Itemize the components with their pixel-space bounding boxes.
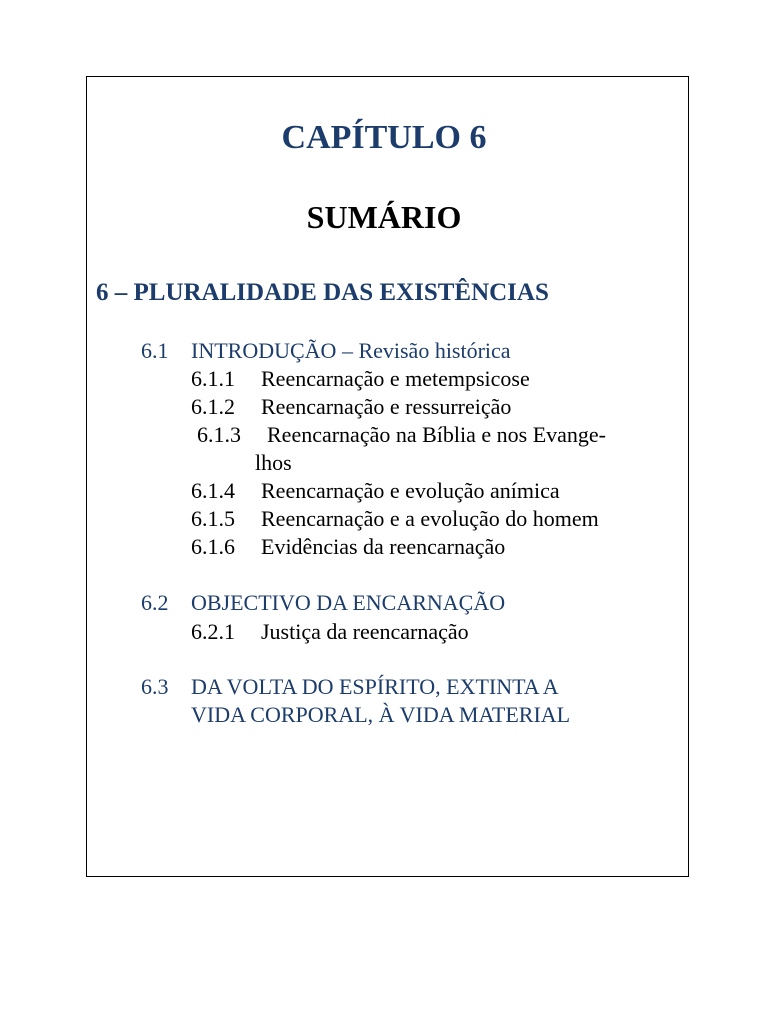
subsection-number: 6.1.3 <box>197 422 241 447</box>
summary-title: SUMÁRIO <box>306 199 462 235</box>
main-heading: 6 – PLURALIDADE DAS EXISTÊNCIAS <box>96 279 549 306</box>
toc-subsection-6-1-2 <box>191 393 511 421</box>
toc-section-6-1 <box>141 337 511 365</box>
subsection-number: 6.1.2 <box>191 394 235 419</box>
section-number: 6.3 <box>141 674 169 699</box>
toc-section-6-2 <box>141 589 505 617</box>
subsection-title: Reencarnação e evolução anímica <box>261 478 560 503</box>
subsection-title: Reencarnação e a evolução do homem <box>261 506 599 531</box>
toc-subsection-continuation: lhos <box>255 450 292 475</box>
section-number: 6.1 <box>141 338 169 363</box>
subsection-title: Reencarnação e ressurreição <box>261 394 512 419</box>
section-number: 6.2 <box>141 590 169 615</box>
section-title: INTRODUÇÃO – Revisão histórica <box>191 338 511 363</box>
toc-section-6-3 <box>141 673 559 701</box>
subsection-title: Reencarnação e metempsicose <box>261 366 530 391</box>
subsection-number: 6.1.6 <box>191 534 235 559</box>
toc-subsection-6-1-4 <box>191 477 560 505</box>
subsection-title: Evidências da reencarnação <box>261 534 506 559</box>
toc-subsection-6-1-3 <box>197 421 606 449</box>
subsection-title: Reencarnação na Bíblia e nos Evange- <box>267 422 607 447</box>
section-title: OBJECTIVO DA ENCARNAÇÃO <box>191 590 506 615</box>
toc-subsection-6-1-1 <box>191 365 530 393</box>
toc-subsection-6-1-5 <box>191 505 599 533</box>
toc-subsection-6-1-6 <box>191 533 505 561</box>
toc-subsection-6-2-1 <box>191 618 469 646</box>
subsection-number: 6.2.1 <box>191 619 235 644</box>
section-title: DA VOLTA DO ESPÍRITO, EXTINTA A <box>191 674 559 699</box>
chapter-title: CAPÍTULO 6 <box>281 119 487 156</box>
subsection-title: Justiça da reencarnação <box>261 619 469 644</box>
subsection-number: 6.1.4 <box>191 478 235 503</box>
subsection-number: 6.1.1 <box>191 366 235 391</box>
subsection-number: 6.1.5 <box>191 506 235 531</box>
toc-section-continuation: VIDA CORPORAL, À VIDA MATERIAL <box>191 702 571 727</box>
